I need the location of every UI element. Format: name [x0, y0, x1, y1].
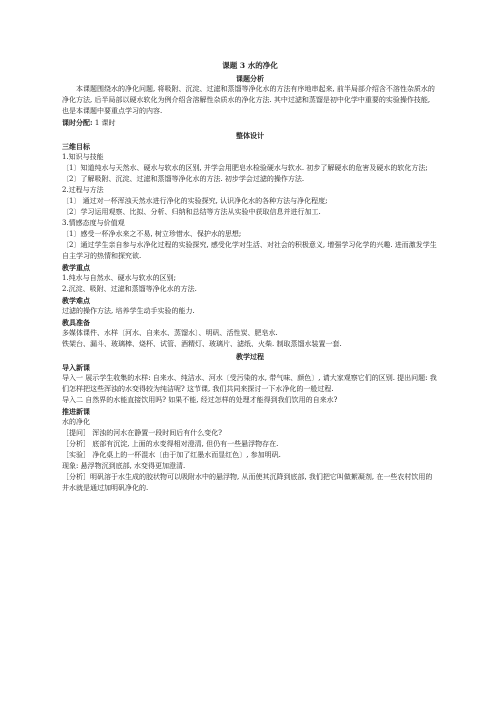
key-point-1: 1.纯水与自然水、硬水与软水的区别; — [62, 274, 177, 282]
key-heading: 教学重点 — [62, 263, 90, 272]
goal-emotion-title: 3.情感态度与价值观 — [62, 219, 125, 227]
water-purification-subheading: 水的净化 — [62, 418, 90, 426]
intro-2: 导入二 自然界的水能直接饮用吗? 如果不能, 经过怎样的处理才能得到我们饮用的自来水? — [62, 396, 338, 404]
overall-heading: 整体设计 — [236, 131, 264, 140]
analysis-paragraph: 本课题围绕水的净化问题, 将吸附、沉淀、过滤和蒸馏等净化水的方法有序地串起来, 前半局部介绍含不溶性杂质水的净化方法, 后半局部以硬水软化为例介绍含溶解性杂质水的净化方法. 其中过滤和蒸馏是初中化学中重要的实验操作技能, 也是本课题中要重点学习的内容. — [62, 85, 435, 115]
new-lesson-heading: 推进新课 — [62, 407, 90, 416]
difficult-heading: 教学难点 — [62, 296, 90, 305]
goals-heading: 三维目标 — [62, 142, 90, 151]
goal-process-2: 〔2〕学习运用观察、比拟、分析、归纳和总结等方法从实验中获取信息并进行加工. — [62, 208, 321, 216]
intro-1: 导入一 展示学生收集的水样: 自来水、纯洁水、河水〔受污染的水, 带气味、颜色〕, 请大家观察它们的区别. 提出问题: 我们怎样把这些浑浊的水变得较为纯洁呢? 这节课, 我们共同来探讨一下水净化的一般过程. — [62, 374, 437, 393]
analysis-1: ［分析］ 底部有沉淀, 上面的水变得相对澄清, 但仍有一些悬浮物存在. — [62, 440, 279, 448]
goal-knowledge-title: 1.知识与技能 — [62, 153, 104, 161]
prep-line-2: 铁架台、漏斗、玻璃棒、烧杯、试管、酒精灯、玻璃片、滤纸、火柴. 制取蒸馏水装置一套. — [62, 340, 342, 348]
lesson-title: 课题 3 水的净化 — [222, 61, 278, 70]
prep-heading: 教具准备 — [62, 318, 90, 327]
goal-process-title: 2.过程与方法 — [62, 186, 104, 194]
question-1: ［提问］ 浑浊的河水在静置一段时间后有什么变化? — [62, 429, 222, 437]
intro-heading: 导入新课 — [62, 363, 90, 372]
goal-emotion-2: 〔2〕通过学生亲自参与水净化过程的实验探究, 感受化学对生活、对社会的积极意义, 增强学习化学的兴趣. 进而激发学生自主学习的热情和探究欲. — [62, 241, 437, 260]
analysis-2: ［分析］明矾溶于水生成的胶状物可以吸附水中的悬浮物, 从而使其沉降到底部, 我们把它叫做絮凝剂, 在一些农村饮用的井水就是通过加明矾净化的. — [62, 473, 433, 492]
analysis-heading: 课题分析 — [236, 74, 264, 83]
goal-emotion-1: 〔1〕感受一杯净水来之不易, 树立珍惜水、保护水的思想; — [62, 230, 242, 238]
hours-value: 1 课时 — [94, 119, 116, 127]
goal-process-1: 〔1〕 通过对一杯浑浊天然水进行净化的实验探究, 认识净化水的各种方法与净化程度; — [62, 197, 328, 205]
experiment-1: ［实验］ 净化桌上的一杯混水〔由于加了红墨水而显红色〕, 参加明矾. — [62, 451, 281, 459]
hours-line — [62, 117, 438, 129]
difficult-text: 过滤的操作方法, 培养学生动手实验的能力. — [62, 307, 195, 315]
process-heading: 教学过程 — [236, 352, 264, 361]
observation-1: 现象: 悬浮物沉到底部, 水变得更加澄清. — [62, 462, 186, 470]
document-page — [62, 60, 438, 494]
hours-label: 课时分配: — [62, 118, 93, 127]
prep-line-1: 多媒体课件、水样〔河水、自来水、蒸馏水〕、明矾、活性炭、肥皂水. — [62, 329, 278, 337]
goal-knowledge-2: 〔2〕了解吸附、沉淀、过滤和蒸馏等净化水的方法. 初步学会过滤的操作方法. — [62, 175, 305, 183]
key-point-2: 2.沉淀、吸附、过滤和蒸馏等净化水的方法. — [62, 285, 197, 293]
goal-knowledge-1: 〔1〕知道纯水与天然水、硬水与软水的区别, 并学会用肥皂水检验硬水与软水. 初步了解硬水的危害及硬水的软化方法; — [62, 164, 428, 172]
